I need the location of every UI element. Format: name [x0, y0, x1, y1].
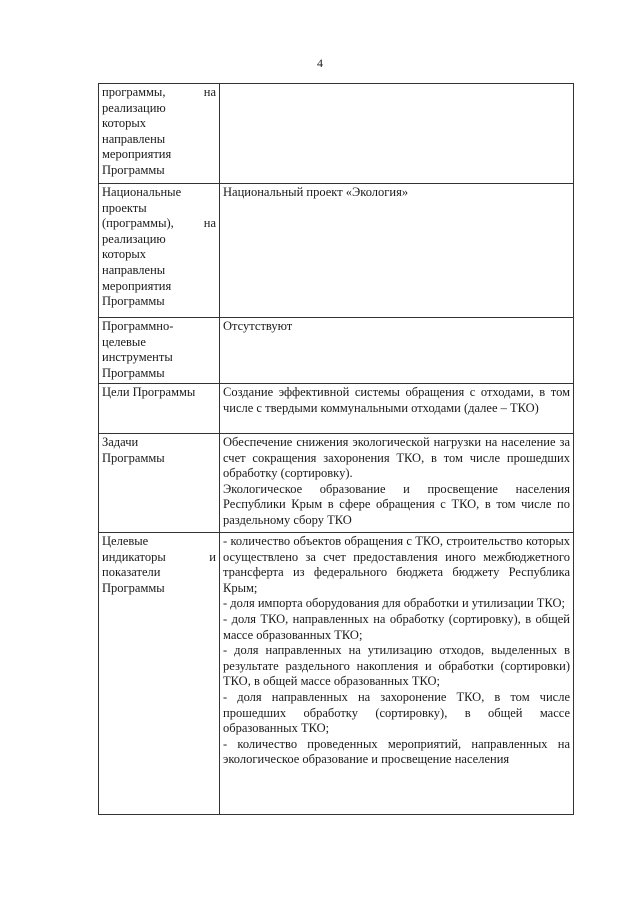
label-line: инструменты	[102, 350, 173, 365]
table-row	[99, 533, 574, 815]
table-row	[99, 184, 574, 318]
label-line: Программно-	[102, 319, 174, 333]
value-paragraph: Национальный проект «Экология»	[223, 185, 409, 199]
label-line: мероприятия	[102, 147, 172, 162]
label-line: которых	[102, 116, 146, 131]
indicator-item: - доля импорта оборудования для обработки и утилизации ТКО;	[223, 596, 565, 611]
label-line: Программы	[102, 162, 165, 177]
label-line: Задачи	[102, 435, 139, 449]
row-value-cell	[220, 434, 574, 533]
label-line: целевые	[102, 334, 146, 349]
row-label-cell	[99, 384, 220, 434]
label-line: Программы	[102, 365, 165, 380]
label-line: программы, на	[102, 85, 216, 99]
row-value-cell	[220, 184, 574, 318]
label-line: (программы), на	[102, 216, 216, 231]
indicator-item: - доля ТКО, направленных на обработку (сортировку), в общей массе образованных ТКО;	[223, 611, 570, 642]
label-line: индикаторы и	[102, 549, 216, 564]
label-line: направлены	[102, 131, 166, 146]
label-line: направлены	[102, 262, 166, 277]
label-line: показатели	[102, 565, 161, 580]
row-label-cell	[99, 434, 220, 533]
table-row	[99, 318, 574, 384]
label-line: мероприятия	[102, 278, 172, 293]
label-line: Национальные	[102, 185, 182, 199]
label-line: реализацию	[102, 100, 166, 115]
label-line: Цели Программы	[102, 385, 196, 399]
value-paragraph: Экологическое образование и просвещение населения Республики Крым в сфере обращения с ТКО, в том числе по раздельному сбору ТКО	[223, 481, 570, 527]
label-line: Целевые	[102, 534, 149, 548]
indicator-item: - количество проведенных мероприятий, направленных на экологическое образование и просвещение населения	[223, 736, 570, 767]
row-label-cell	[99, 84, 220, 184]
label-line: которых	[102, 247, 146, 262]
value-paragraph: Обеспечение снижения экологической нагрузки на население за счет сокращения захоронения ТКО, в том числе прошедших обработку (сортировку).	[223, 435, 570, 481]
indicator-item: - доля направленных на утилизацию отходов, выделенных в результате раздельного накопления и обработки (сортировки) ТКО, в общей массе образованных ТКО;	[223, 643, 570, 689]
indicator-item: - доля направленных на захоронение ТКО, в том числе прошедших обработку (сортировку), в общей массе образованных ТКО;	[223, 689, 570, 736]
value-paragraph: Отсутствуют	[223, 319, 293, 333]
table-row	[99, 84, 574, 184]
label-line: Программы	[102, 580, 165, 595]
row-value-cell	[220, 384, 574, 434]
label-line: Программы	[102, 450, 165, 465]
row-value-cell	[220, 533, 574, 815]
row-label-cell	[99, 533, 220, 815]
indicator-item: - количество объектов обращения с ТКО, строительство которых осуществлено за счет предоставления иного межбюджетного трансферта из федерального бюджета бюджету Республика Крым;	[223, 534, 570, 595]
page-number: 4	[317, 56, 323, 70]
table-row	[99, 384, 574, 434]
label-line: проекты	[102, 200, 147, 215]
passport-table	[98, 83, 574, 815]
row-value-cell	[220, 318, 574, 384]
value-paragraph: Создание эффективной системы обращения с отходами, в том числе с твердыми коммунальными отходами (далее – ТКО)	[223, 385, 570, 415]
row-value-cell	[220, 84, 574, 184]
label-line: Программы	[102, 294, 165, 309]
row-label-cell	[99, 184, 220, 318]
table-row	[99, 434, 574, 533]
label-line: реализацию	[102, 231, 166, 246]
row-label-cell	[99, 318, 220, 384]
